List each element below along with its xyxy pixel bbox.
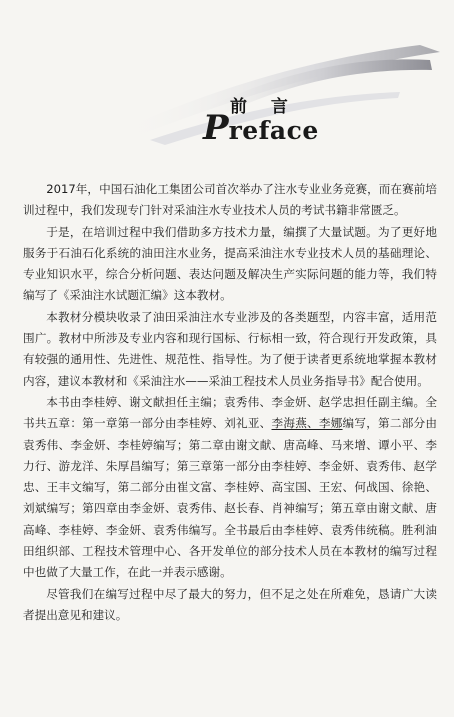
paragraph-3: 本教材分模块收录了油田采油注水专业涉及的各类题型，内容丰富，适用范围广。教材中所涉及专业内容和现行国标、行标相一致，符合现行开发政策，具有较强的通用性、先进性、规范性、指导性。为了便于读者更系统地掌握本教材内容，建议本教材和《采油注水——采油工程技术人员业务指导书》配合使用。	[23, 309, 437, 388]
preface-body	[23, 179, 437, 626]
heading-english	[203, 108, 319, 148]
paragraph-closing: 尽管我们在编写过程中尽了最大的努力，但不足之处在所难免，恳请广大读者提出意见和建议。	[23, 586, 437, 622]
paragraph-2: 于是，在培训过程中我们借助多方技术力量，编撰了大量试题。为了更好地服务于石油石化系统的油田注水业务，提高采油注水专业技术人员的基础理论、专业知识水平，综合分析问题、表达问题及解决生产实际问题的能力等，我们特编写了《采油注水试题汇编》这本教材。	[23, 224, 437, 303]
heading-chinese: 前 言	[230, 97, 297, 117]
authors-text-before: 本书由李桂婷、谢文献担任主编；袁秀伟、李金妍、赵学忠担任副主编。全书共五章：第一章第一部分由李桂婷、刘礼亚、	[23, 394, 437, 431]
heading-english-rest: reface	[228, 116, 319, 145]
paragraph-authors	[23, 392, 437, 584]
heading-english-initial: P	[203, 108, 229, 148]
authors-text-after: 编写，第二部分由袁秀伟、李金妍、李桂婷编写；第二章由谢文献、唐高峰、马来增、谭小平、李力行、游龙洋、朱厚昌编写；第三章第一部分由李桂婷、李金妍、袁秀伟、赵学忠、王丰文编写，第二部分由崔文富、李桂婷、高宝国、王宏、何战国、徐艳、刘斌编写；第四章由李金妍、袁秀伟、赵长春、肖神编写；第五章由谢文献、唐高峰、李桂婷、李金妍、袁秀伟编写。全书最后由李桂婷、袁秀伟统稿。胜利油田组织部、工程技术管理中心、各开发单位的部分技术人员在本教材的编写过程中也做了大量工作，在此一并表示感谢。	[23, 416, 437, 580]
authors-underlined: 李海燕、李娜	[271, 416, 343, 431]
paragraph-1: 2017年，中国石油化工集团公司首次举办了注水专业业务竞赛，而在赛前培训过程中，我们发现专门针对采油注水专业技术人员的考试书籍非常匮乏。	[23, 182, 437, 218]
